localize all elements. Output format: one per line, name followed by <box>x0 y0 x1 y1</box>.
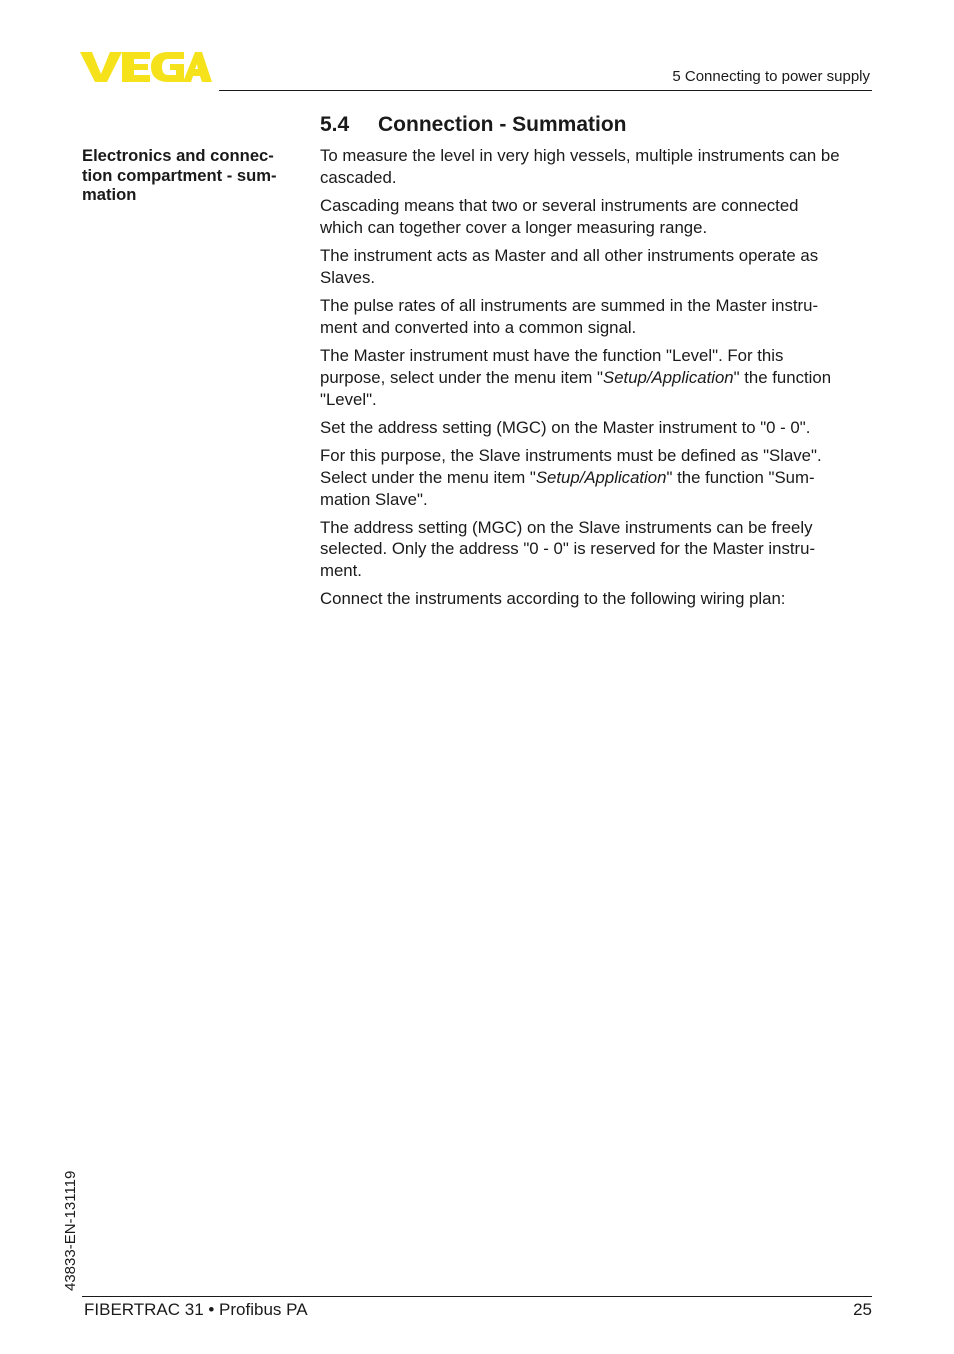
margin-label-line: Electronics and connec- <box>82 146 274 165</box>
section-number: 5.4 <box>320 113 350 136</box>
chapter-title: 5 Connecting to power supply <box>672 68 870 85</box>
text-line: The address setting (MGC) on the Slave instruments can be freely <box>320 517 813 537</box>
paragraph <box>320 417 880 439</box>
text-fragment: " the function "Sum- <box>666 467 815 487</box>
text-line: For this purpose, the Slave instruments must be defined as "Slave". <box>320 445 822 465</box>
text-fragment: purpose, select under the menu item " <box>320 367 604 387</box>
paragraph <box>320 195 880 239</box>
text-line: The instrument acts as Master and all other instruments operate as <box>320 245 819 265</box>
text-fragment: " the function <box>733 367 832 387</box>
text-line: ment. <box>320 561 362 581</box>
page-number: 25 <box>853 1300 872 1319</box>
text-line: ment and converted into a common signal. <box>320 317 637 337</box>
vega-logo <box>80 50 212 84</box>
text-line <box>320 467 880 489</box>
document-code: 43833-EN-131119 <box>62 1170 79 1291</box>
text-line: "Level". <box>320 389 377 409</box>
logo-letter-v <box>80 52 122 82</box>
text-line: selected. Only the address "0 - 0" is reserved for the Master instru- <box>320 539 816 559</box>
margin-label-line: tion compartment - sum- <box>82 165 277 185</box>
menu-path: Setup/Application <box>535 467 667 487</box>
text-line: Slaves. <box>320 267 376 287</box>
text-line: Connect the instruments according to the following wiring plan: <box>320 589 786 609</box>
text-line: The Master instrument must have the function "Level". For this <box>320 345 784 365</box>
paragraph <box>320 588 880 610</box>
text-line: The pulse rates of all instruments are summed in the Master instru- <box>320 295 819 315</box>
paragraph <box>320 245 880 289</box>
logo-letter-e <box>122 52 150 82</box>
header-divider <box>219 90 872 91</box>
text-line: mation Slave". <box>320 489 428 509</box>
menu-path: Setup/Application <box>603 367 734 387</box>
text-line <box>320 367 880 389</box>
footer-product: FIBERTRAC 31 • Profibus PA <box>84 1300 308 1319</box>
footer-divider <box>82 1296 872 1297</box>
text-line: Cascading means that two or several instruments are connected <box>320 195 799 215</box>
paragraph <box>320 295 880 339</box>
section-title: Connection - Summation <box>378 113 627 136</box>
text-line: cascaded. <box>320 167 397 187</box>
paragraph <box>320 145 880 189</box>
paragraph <box>320 345 880 410</box>
margin-label-line: mation <box>82 185 137 204</box>
body-text <box>320 145 880 617</box>
section-heading <box>320 113 627 137</box>
paragraph <box>320 445 880 510</box>
text-line: Set the address setting (MGC) on the Master instrument to "0 - 0". <box>320 417 811 437</box>
text-line: which can together cover a longer measuring range. <box>320 217 708 237</box>
logo-letter-g <box>151 52 184 82</box>
margin-label <box>82 146 302 205</box>
text-line: To measure the level in very high vessels, multiple instruments can be <box>320 146 840 165</box>
paragraph <box>320 517 880 582</box>
logo-letter-a <box>183 52 212 82</box>
text-fragment: Select under the menu item " <box>320 467 536 487</box>
